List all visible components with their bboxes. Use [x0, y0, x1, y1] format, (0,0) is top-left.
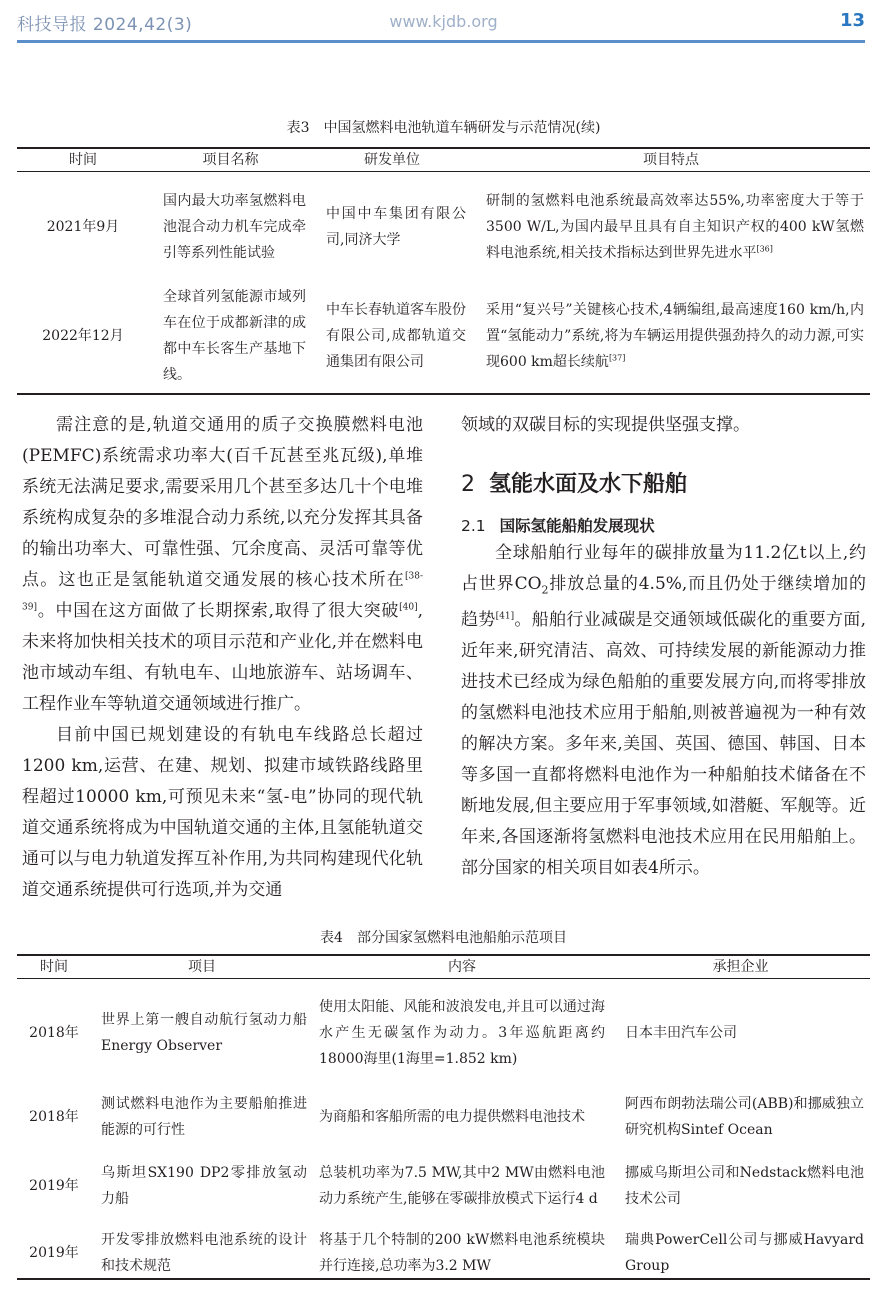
table3-time: 2022年12月 — [42, 327, 124, 344]
table3-org: 中车长春轨道客车股份有限公司,成都轨道交通集团有限公司 — [326, 301, 466, 370]
table3-time: 2021年9月 — [46, 218, 120, 235]
table-row — [17, 979, 870, 1087]
table4-company: 挪威乌斯坦公司和Nedstack燃料电池技术公司 — [625, 1164, 864, 1207]
table3-feature-ref: [36] — [756, 244, 773, 254]
table4-bottom-rule — [17, 1278, 870, 1280]
paragraph-continued: 领域的双碳目标的实现提供坚强支撑。 — [461, 415, 750, 435]
subsection-title: 国际氢能船舶发展现状 — [499, 517, 655, 535]
table4-time: 2019年 — [29, 1244, 79, 1261]
section-heading — [461, 469, 866, 500]
subsection-number: 2.1 — [461, 517, 486, 535]
citation: [41] — [495, 611, 515, 622]
table-row — [17, 1225, 870, 1281]
table4-header-time: 时间 — [17, 956, 91, 979]
table4-project: 乌斯坦SX190 DP2零排放氢动力船 — [101, 1164, 307, 1207]
paragraph-text: 。船舶行业减碳是交通领域低碳化的重要方面,近年来,研究清洁、高效、可持续发展的新能源动力推进技术已经成为绿色船舶的重要发展方向,而将零排放的氢燃料电池技术应用于船舶,则被普遍视为一种有效的解决方案。多年来,美国、英国、德国、韩国、日本等多国一直都将燃料电池作为一种船舶技术储备在不断地发展,但主要应用于军事领域,如潜艇、军舰等。近年来,各国逐渐将氢燃料电池技术应用在民用船舶上。部分国家的相关项目如表4所示。 — [461, 610, 867, 879]
table4-time: 2019年 — [29, 1177, 79, 1194]
paragraph-text: 。中国在这方面做了长期探索,取得了很大突破 — [36, 601, 400, 621]
table4-content: 使用太阳能、风能和波浪发电,并且可以通过海水产生无碳氢作为动力。3年巡航距离约18000海里(1海里=1.852 km) — [319, 998, 605, 1067]
table4-company: 瑞典PowerCell公司与挪威Havyard Group — [625, 1231, 864, 1274]
website-url: www.kjdb.org — [389, 12, 498, 31]
table4-header-content: 内容 — [313, 956, 611, 979]
paragraph-text: ,未来将加快相关技术的项目示范和产业化,并在燃料电池市域动车组、有轨电车、山地旅游车、站场调车、工程作业车等轨道交通领域进行推广。 — [22, 601, 423, 714]
table4-caption: 表4 部分国家氢燃料电池船舶示范项目 — [320, 930, 567, 946]
table4-project: 世界上第一艘自动航行氢动力船Energy Observer — [101, 1011, 307, 1054]
table3-header-time: 时间 — [17, 149, 149, 172]
table3-org: 中国中车集团有限公司,同济大学 — [326, 205, 466, 248]
table4-time: 2018年 — [29, 1024, 79, 1041]
paragraph: 目前中国已规划建设的有轨电车线路总长超过1200 km,运营、在建、规划、拟建市域铁路线路里程超过10000 km,可预见未来“氢-电”协同的现代轨道交通系统将成为中国轨道交通的主体,且氢能轨道交通可以与电力轨道发挥互补作用,为共同构建现代化轨道交通系统提供可行选项,并为交通 — [22, 725, 423, 900]
table3-caption: 表3 中国氢燃料电池轨道车辆研发与示范情况(续) — [286, 120, 601, 136]
table3-bottom-rule — [17, 393, 870, 395]
table3 — [17, 149, 870, 390]
table3-header-name: 项目名称 — [149, 149, 312, 172]
paragraph — [22, 410, 423, 720]
table3-feature — [472, 282, 870, 390]
table4-company: 阿西布朗勃法瑞公司(ABB)和挪威独立研究机构Sintef Ocean — [625, 1095, 864, 1138]
table4-content: 将基于几个特制的200 kW燃料电池系统模块并行连接,总功率为3.2 MW — [319, 1231, 605, 1274]
left-column — [22, 410, 423, 906]
header-rule — [17, 40, 865, 43]
table-row — [17, 1087, 870, 1147]
paragraph-text: 全球船舶行业每年的碳排放量为11.2亿t以上,约占世界CO — [461, 543, 866, 594]
table3-feature — [472, 172, 870, 282]
table3-name: 国内最大功率氢燃料电池混合动力机车完成牵引等系列性能试验 — [163, 192, 306, 261]
table4-content: 总装机功率为7.5 MW,其中2 MW由燃料电池动力系统产生,能够在零碳排放模式下运行4 d — [319, 1164, 605, 1207]
section-title: 氢能水面及水下船舶 — [489, 472, 688, 497]
table4-time: 2018年 — [29, 1108, 79, 1125]
citation: [40] — [399, 602, 418, 613]
paragraph-text: 排放总量的4.5%,而且仍处于继续增加的趋势 — [461, 574, 866, 631]
table4-project: 开发零排放燃料电池系统的设计和技术规范 — [101, 1231, 307, 1274]
journal-info: 科技导报 2024,42(3) — [17, 15, 193, 35]
paragraph — [461, 538, 866, 884]
table-row — [17, 1147, 870, 1225]
table3-feature-ref: [37] — [608, 352, 626, 362]
page-number: 13 — [839, 10, 865, 31]
table-row — [17, 172, 870, 282]
table4-project: 测试燃料电池作为主要船舶推进能源的可行性 — [101, 1095, 307, 1138]
table4-header-project: 项目 — [91, 956, 313, 979]
table3-header-row — [17, 149, 870, 172]
table3-feature-text: 研制的氢燃料电池系统最高效率达55%,功率密度大于等于3500 W/L,为国内最早且具有自主知识产权的400 kW氢燃料电池系统,相关技术指标达到世界先进水平 — [486, 192, 864, 261]
table4-content: 为商船和客船所需的电力提供燃料电池技术 — [319, 1108, 585, 1125]
table3-name: 全球首列氢能源市域列车在位于成都新津的成都中车长客生产基地下线。 — [163, 288, 306, 383]
section-number: 2 — [461, 472, 475, 497]
right-column — [461, 410, 866, 884]
subscript: 2 — [541, 583, 549, 597]
table4-header-row — [17, 956, 870, 979]
paragraph-text: 需注意的是,轨道交通用的质子交换膜燃料电池(PEMFC)系统需求功率大(百千瓦甚至兆瓦级),单堆系统无法满足要求,需要采用几个甚至多达几十个电堆系统构成复杂的多堆混合动力系统,以充分发挥其具备的输出功率大、可靠性强、冗余度高、灵活可靠等优点。这也正是氢能轨道交通发展的核心技术所在 — [22, 415, 423, 590]
table4-header-company: 承担企业 — [611, 956, 870, 979]
table-row — [17, 282, 870, 390]
citation: [38-39] — [22, 571, 423, 613]
table3-feature-text: 采用“复兴号”关键核心技术,4辆编组,最高速度160 km/h,内置“氢能动力”系统,将为车辆运用提供强劲持久的动力源,可实现600 km超长续航 — [486, 301, 864, 370]
subsection-heading — [461, 514, 866, 538]
table4-company: 日本丰田汽车公司 — [625, 1024, 737, 1041]
table3-header-feature: 项目特点 — [472, 149, 870, 172]
table4 — [17, 956, 870, 1281]
table3-header-org: 研发单位 — [312, 149, 472, 172]
